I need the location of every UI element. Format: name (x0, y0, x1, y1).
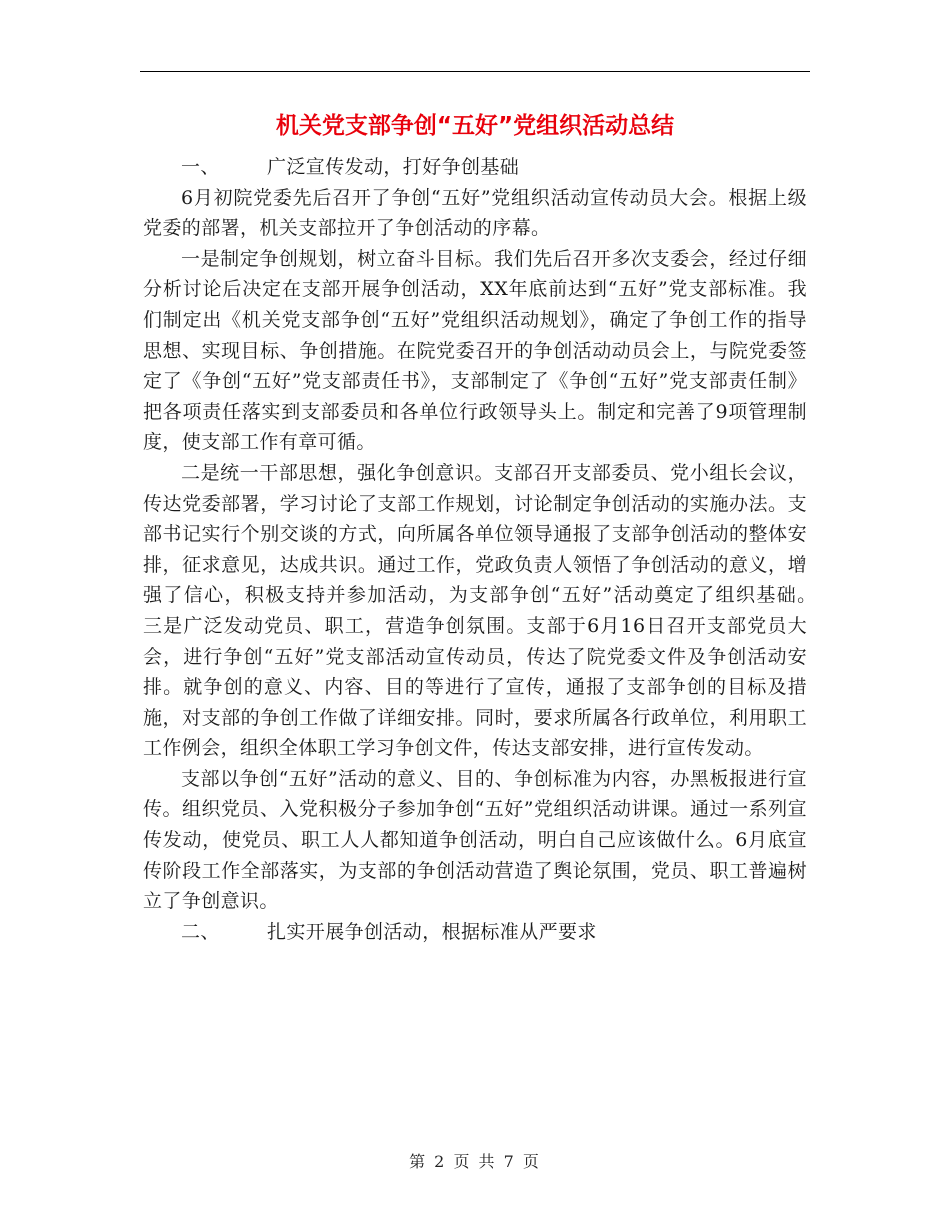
paragraph-3: 二是统一干部思想，强化争创意识。支部召开支部委员、党小组长会议，传达党委部署，学习讨论了支部工作规划，讨论制定争创活动的实施办法。支部书记实行个别交谈的方式，向所属各单位领导通报了支部争创活动的整体安排，征求意见，达成共识。通过工作，党政负责人领悟了争创活动的意义，增强了信心，积极支持并参加活动，为支部争创“五好”活动奠定了组织基础。 三是广泛发动党员、职工，营造争创氛围。支部于6月16日召开支部党员大会，进行争创“五好”党支部活动宣传动员，传达了院党委文件及争创活动安排。就争创的意义、内容、目的等进行了宣传，通报了支部争创的目标及措施，对支部的争创工作做了详细安排。同时，要求所属各行政单位，利用职工工作例会，组织全体职工学习争创文件，传达支部安排，进行宣传发动。 (143, 461, 866, 760)
page-footer: 第 2 页 共 7 页 (409, 1152, 541, 1171)
header-rule (140, 71, 810, 72)
section-title-1: 广泛宣传发动，打好争创基础 (267, 156, 520, 178)
section-heading-2 (143, 917, 807, 948)
paragraph-1: 6月初院党委先后召开了争创“五好”党组织活动宣传动员大会。根据上级党委的部署，机关支部拉开了争创活动的序幕。 (143, 186, 807, 240)
section-number-1: 一、 (181, 156, 220, 178)
document-body (143, 152, 866, 947)
section-title-2: 扎实开展争创活动，根据标准从严要求 (267, 920, 597, 943)
section-number-2: 二、 (181, 920, 220, 943)
section-heading-1 (143, 152, 807, 183)
document-title: 机关党支部争创“五好”党组织活动总结 (275, 113, 675, 139)
paragraph-4: 支部以争创“五好”活动的意义、目的、争创标准为内容，办黑板报进行宣传。组织党员、入党积极分子参加争创“五好”党组织活动讲课。通过一系列宣传发动，使党员、职工人人都知道争创活动，明白自己应该做什么。6月底宣传阶段工作全部落实，为支部的争创活动营造了舆论氛围，党员、职工普遍树立了争创意识。 (143, 767, 807, 913)
paragraph-2: 一是制定争创规划，树立奋斗目标。我们先后召开多次支委会，经过仔细分析讨论后决定在支部开展争创活动，XX年底前达到“五好”党支部标准。我们制定出《机关党支部争创“五好”党组织活动规划》，确定了争创工作的指导思想、实现目标、争创措施。在院党委召开的争创活动动员会上，与院党委签定了《争创“五好”党支部责任书》，支部制定了《争创“五好”党支部责任制》把各项责任落实到支部委员和各单位行政领导头上。制定和完善了9项管理制度，使支部工作有章可循。 (143, 247, 807, 454)
